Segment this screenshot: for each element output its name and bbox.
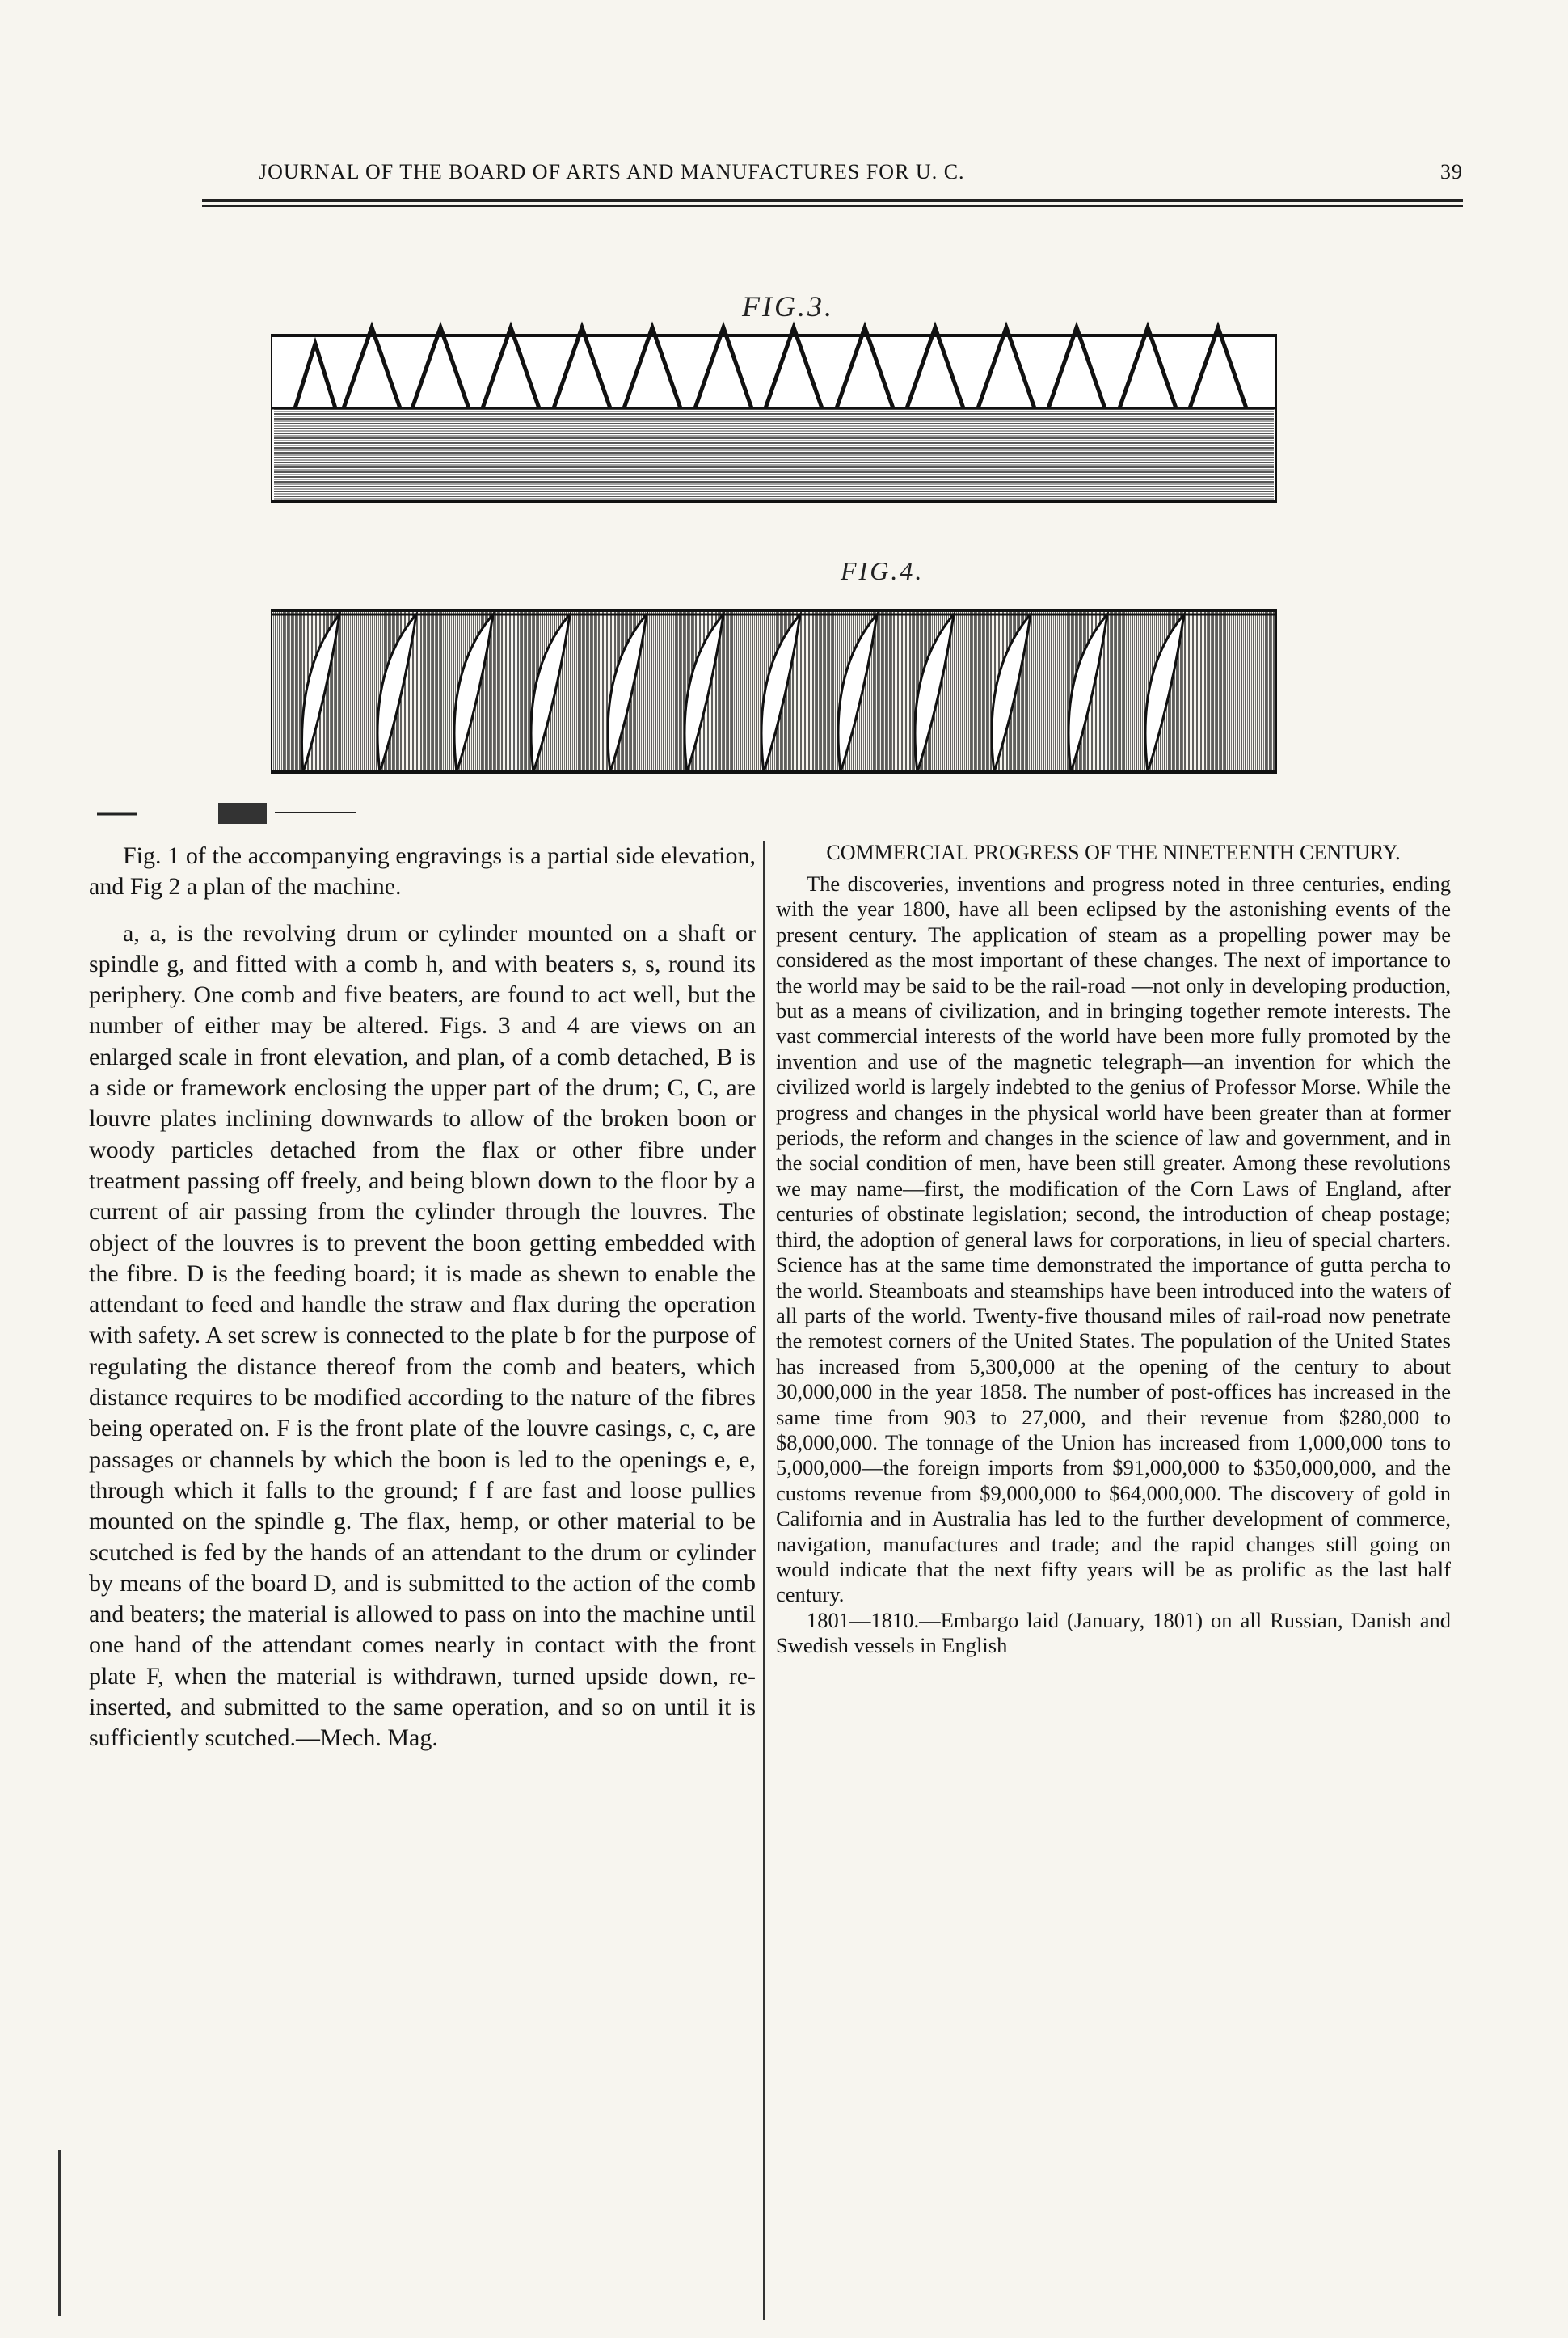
machine-description: a, a, is the revolving drum or cylinder mounted on a shaft or spindle g, and fitted with a comb h, and with beaters s, s, round its periphery. One comb and five beaters, are found to act well, but the number of either may be altered. Figs. 3 and 4 are views on an enlarged scale in front elevation, and plan, of a comb detached, B is a side or framework enclosing the upper part of the drum; C, C, are louvre plates inclining downwards to allow of the broken boon or woody particles detached from the flax or other fibre under treatment passing off freely, and being blown down to the floor by a current of air passing from the cylinder through the louvres. The object of the louvres is to prevent the boon getting embedded with the fibre. D is the feeding board; it is made as shewn to enable the attendant to feed and handle the straw and flax during the operation with safety. A set screw is connected to the plate b for the purpose of regulating the distance thereof from the comb and beaters, which distance requires to be modified according to the nature of the fibres being operated on. F is the front plate of the louvre casings, c, c, are passages or channels by which the boon is led to the openings e, e, through which it falls to the ground; f f are fast and loose pullies mounted on the spindle g. The flax, hemp, or other material to be scutched is fed by the hands of an attendant to the drum or cylinder by means of the board D, and is submitted to the action of the comb and beaters; the material is allowed to pass on into the machine until one hand of the attendant comes nearly in contact with the front plate F, when the material is withdrawn, turned upside down, re-inserted, and submitted to the same operation, and so on until it is sufficiently scutched.—Mech. Mag. (89, 919, 756, 1752)
right-column (776, 841, 1451, 1659)
machine-figure-intro: Fig. 1 of the accompanying engravings is a partial side elevation, and Fig 2 a plan of the machine. (89, 842, 756, 901)
column-divider (763, 841, 765, 2320)
header-rule (202, 199, 1463, 202)
article-heading: COMMERCIAL PROGRESS OF THE NINETEENTH CENTURY. (826, 841, 1401, 864)
ornament (97, 796, 372, 829)
fig4-label: FIG.4. (841, 556, 925, 585)
left-column (89, 841, 756, 1754)
fig4-comb-plan-view (271, 550, 1277, 776)
fig3-comb-front-elevation (271, 287, 1277, 505)
article-paragraph-1801: 1801—1810.—Embargo laid (January, 1801) on all Russian, Danish and Swedish vessels in English (776, 1607, 1451, 1658)
margin-line (58, 2150, 61, 2316)
page-number: 39 (1440, 160, 1463, 184)
header-rule-thin (202, 205, 1463, 207)
running-head: JOURNAL OF THE BOARD OF ARTS AND MANUFACTURES FOR U. C. (259, 160, 965, 184)
article-paragraph: The discoveries, inventions and progress noted in three centuries, ending with the year 1800, have all been eclipsed by the astonishing events of the present century. The application of steam as a propelling power may be considered as the most important of these changes. The next of importance to the world may be said to be the rail-road —not only in developing production, but as a means of civilization, and in bringing together remote interests. The vast commercial interests of the world have been more fully promoted by the invention and use of the magnetic telegraph—an invention for which the civilized world is largely indebted to the genius of Professor Morse. While the progress and changes in the physical world have been greater than at former periods, the reform and changes in the science of law and government, and in the social condition of men, have been still greater. Among these revolutions we may name—first, the modification of the Corn Laws of England, after centuries of obstinate legislation; second, the introduction of cheap postage; third, the adoption of general laws for corporations, in lieu of special charters. Science has at the same time demonstrated the importance of gutta percha to the world. Steamboats and steamships have been introduced into the waters of all parts of the world. Twenty-five thousand miles of rail-road now penetrate the remotest corners of the United States. The population of the United States has increased from 5,300,000 at the opening of the century to about 30,000,000 in the year 1858. The number of post-offices has increased in the same time from 903 to 27,000, and their revenue from $280,000 to $8,000,000. The tonnage of the Union has increased from 1,000,000 tons to 5,000,000—the foreign imports from $91,000,000 to $350,000,000, and the customs revenue from $9,000,000 to $64,000,000. The discovery of gold in California and in Australia has led to the further development of commerce, navigation, manufactures and trade; and the rapid changes still going on would indicate that the next fifty years will be as prolific as the last half century. (776, 871, 1451, 1607)
fig3-label: FIG.3. (742, 290, 834, 323)
